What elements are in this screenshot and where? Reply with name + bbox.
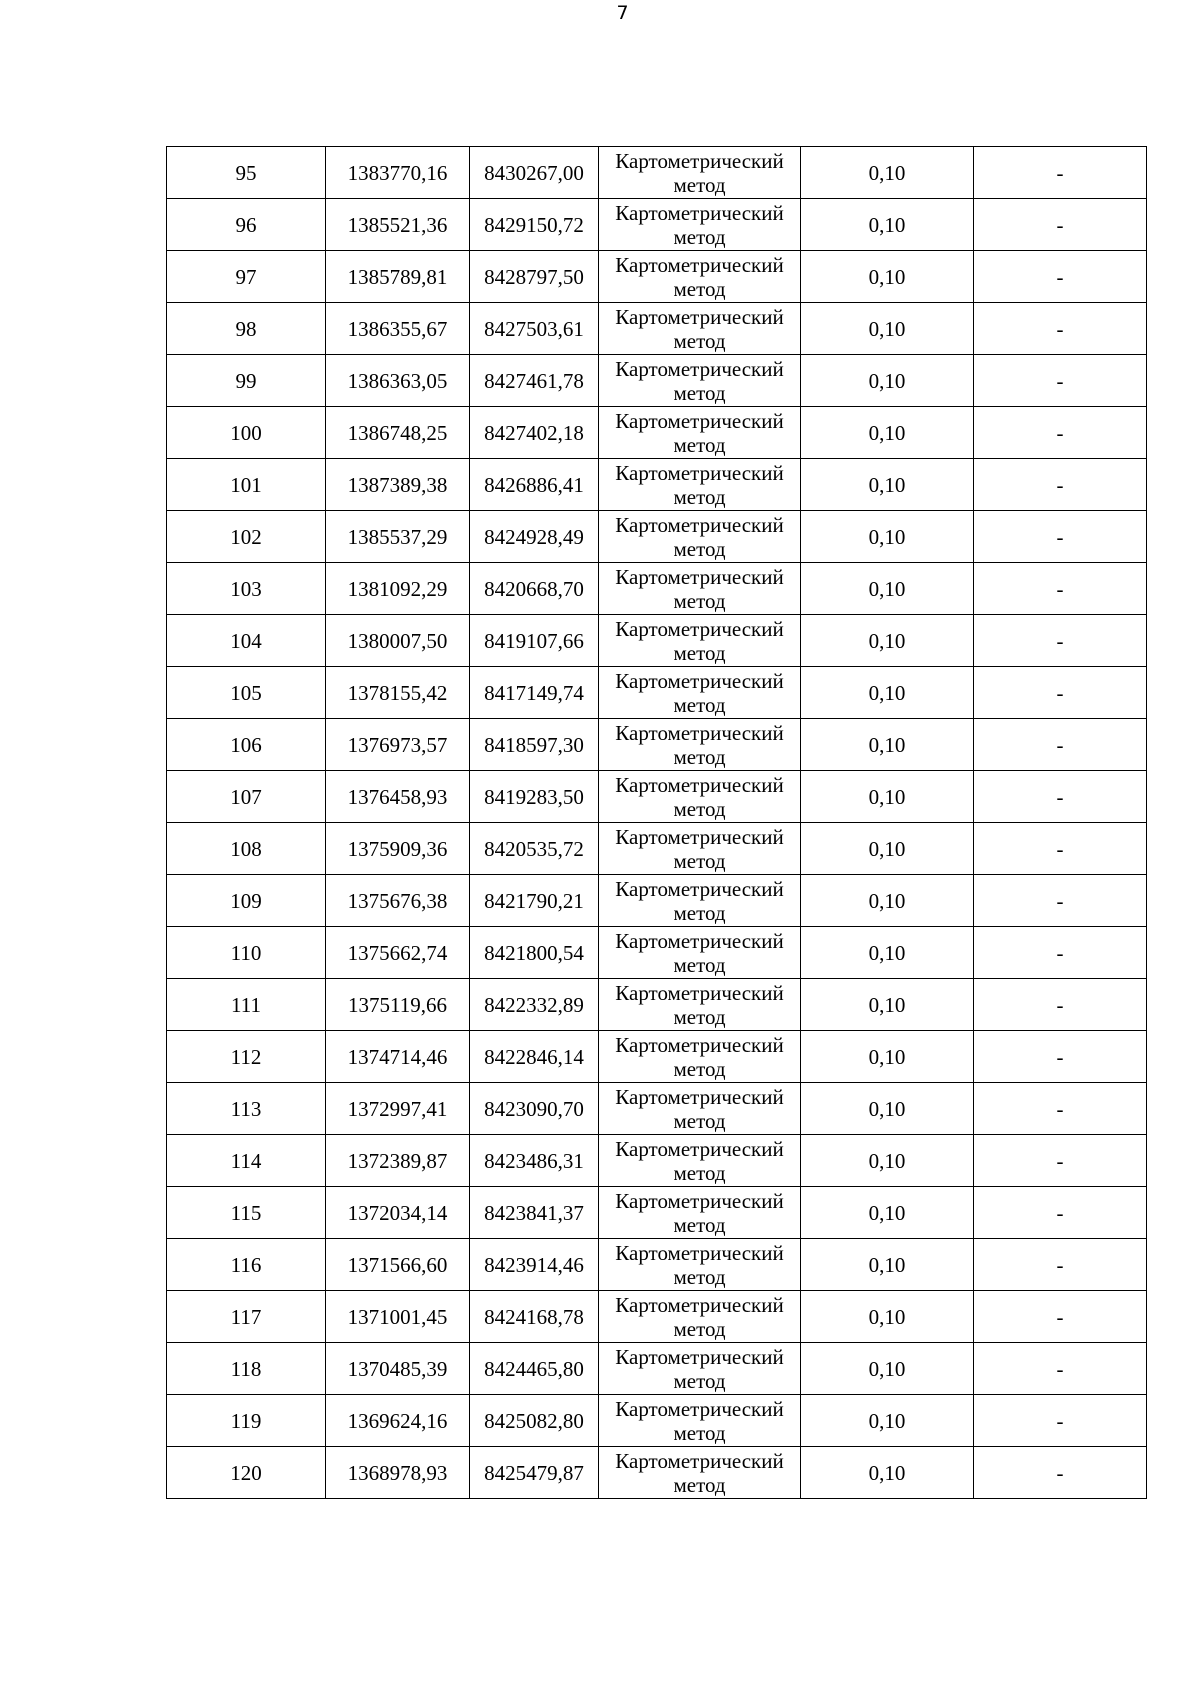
- method-cell: Картометрический метод: [599, 1135, 801, 1187]
- y-coordinate-cell: 8417149,74: [470, 667, 599, 719]
- method-cell: Картометрический метод: [599, 823, 801, 875]
- x-coordinate-cell: 1378155,42: [326, 667, 470, 719]
- x-coordinate-cell: 1386748,25: [326, 407, 470, 459]
- table-row: [167, 771, 1147, 823]
- description-cell: -: [974, 511, 1147, 563]
- method-cell: Картометрический метод: [599, 927, 801, 979]
- y-coordinate-cell: 8419283,50: [470, 771, 599, 823]
- point-number-cell: 113: [167, 1083, 326, 1135]
- description-cell: -: [974, 303, 1147, 355]
- x-coordinate-cell: 1371566,60: [326, 1239, 470, 1291]
- y-coordinate-cell: 8420535,72: [470, 823, 599, 875]
- page-number: 7: [616, 2, 629, 24]
- method-cell: Картометрический метод: [599, 303, 801, 355]
- description-cell: -: [974, 199, 1147, 251]
- error-cell: 0,10: [801, 1291, 974, 1343]
- x-coordinate-cell: 1376973,57: [326, 719, 470, 771]
- error-cell: 0,10: [801, 199, 974, 251]
- y-coordinate-cell: 8425479,87: [470, 1447, 599, 1499]
- description-cell: -: [974, 563, 1147, 615]
- table-row: [167, 459, 1147, 511]
- description-cell: -: [974, 927, 1147, 979]
- method-cell: Картометрический метод: [599, 1291, 801, 1343]
- table-row: [167, 355, 1147, 407]
- table-row: [167, 927, 1147, 979]
- error-cell: 0,10: [801, 1135, 974, 1187]
- y-coordinate-cell: 8426886,41: [470, 459, 599, 511]
- point-number-cell: 116: [167, 1239, 326, 1291]
- coordinates-table: [166, 146, 1147, 1499]
- x-coordinate-cell: 1385537,29: [326, 511, 470, 563]
- point-number-cell: 110: [167, 927, 326, 979]
- x-coordinate-cell: 1370485,39: [326, 1343, 470, 1395]
- table-row: [167, 1447, 1147, 1499]
- table-row: [167, 667, 1147, 719]
- y-coordinate-cell: 8419107,66: [470, 615, 599, 667]
- method-cell: Картометрический метод: [599, 1239, 801, 1291]
- x-coordinate-cell: 1386363,05: [326, 355, 470, 407]
- y-coordinate-cell: 8430267,00: [470, 147, 599, 199]
- point-number-cell: 111: [167, 979, 326, 1031]
- x-coordinate-cell: 1372034,14: [326, 1187, 470, 1239]
- table-row: [167, 303, 1147, 355]
- y-coordinate-cell: 8421790,21: [470, 875, 599, 927]
- x-coordinate-cell: 1372997,41: [326, 1083, 470, 1135]
- description-cell: -: [974, 1083, 1147, 1135]
- error-cell: 0,10: [801, 1031, 974, 1083]
- description-cell: -: [974, 1343, 1147, 1395]
- error-cell: 0,10: [801, 147, 974, 199]
- x-coordinate-cell: 1375662,74: [326, 927, 470, 979]
- error-cell: 0,10: [801, 1343, 974, 1395]
- error-cell: 0,10: [801, 459, 974, 511]
- description-cell: -: [974, 771, 1147, 823]
- description-cell: -: [974, 1395, 1147, 1447]
- error-cell: 0,10: [801, 875, 974, 927]
- point-number-cell: 106: [167, 719, 326, 771]
- description-cell: -: [974, 1187, 1147, 1239]
- point-number-cell: 96: [167, 199, 326, 251]
- x-coordinate-cell: 1372389,87: [326, 1135, 470, 1187]
- x-coordinate-cell: 1376458,93: [326, 771, 470, 823]
- table-row: [167, 1343, 1147, 1395]
- coordinates-table-body: [167, 147, 1147, 1499]
- error-cell: 0,10: [801, 823, 974, 875]
- point-number-cell: 101: [167, 459, 326, 511]
- table-row: [167, 407, 1147, 459]
- y-coordinate-cell: 8427503,61: [470, 303, 599, 355]
- table-row: [167, 1187, 1147, 1239]
- x-coordinate-cell: 1383770,16: [326, 147, 470, 199]
- error-cell: 0,10: [801, 1187, 974, 1239]
- y-coordinate-cell: 8423841,37: [470, 1187, 599, 1239]
- description-cell: -: [974, 823, 1147, 875]
- x-coordinate-cell: 1375676,38: [326, 875, 470, 927]
- method-cell: Картометрический метод: [599, 667, 801, 719]
- y-coordinate-cell: 8422332,89: [470, 979, 599, 1031]
- point-number-cell: 97: [167, 251, 326, 303]
- error-cell: 0,10: [801, 667, 974, 719]
- y-coordinate-cell: 8425082,80: [470, 1395, 599, 1447]
- method-cell: Картометрический метод: [599, 407, 801, 459]
- table-row: [167, 563, 1147, 615]
- error-cell: 0,10: [801, 563, 974, 615]
- point-number-cell: 117: [167, 1291, 326, 1343]
- description-cell: -: [974, 979, 1147, 1031]
- error-cell: 0,10: [801, 511, 974, 563]
- x-coordinate-cell: 1374714,46: [326, 1031, 470, 1083]
- table-row: [167, 147, 1147, 199]
- method-cell: Картометрический метод: [599, 1447, 801, 1499]
- table-row: [167, 199, 1147, 251]
- description-cell: -: [974, 667, 1147, 719]
- description-cell: -: [974, 615, 1147, 667]
- error-cell: 0,10: [801, 1447, 974, 1499]
- table-row: [167, 1395, 1147, 1447]
- y-coordinate-cell: 8423914,46: [470, 1239, 599, 1291]
- table-row: [167, 1083, 1147, 1135]
- x-coordinate-cell: 1385789,81: [326, 251, 470, 303]
- point-number-cell: 102: [167, 511, 326, 563]
- description-cell: -: [974, 251, 1147, 303]
- error-cell: 0,10: [801, 615, 974, 667]
- description-cell: -: [974, 355, 1147, 407]
- method-cell: Картометрический метод: [599, 771, 801, 823]
- point-number-cell: 95: [167, 147, 326, 199]
- table-row: [167, 251, 1147, 303]
- method-cell: Картометрический метод: [599, 355, 801, 407]
- method-cell: Картометрический метод: [599, 199, 801, 251]
- method-cell: Картометрический метод: [599, 979, 801, 1031]
- table-row: [167, 1135, 1147, 1187]
- x-coordinate-cell: 1368978,93: [326, 1447, 470, 1499]
- description-cell: -: [974, 719, 1147, 771]
- description-cell: -: [974, 1447, 1147, 1499]
- x-coordinate-cell: 1369624,16: [326, 1395, 470, 1447]
- y-coordinate-cell: 8424168,78: [470, 1291, 599, 1343]
- x-coordinate-cell: 1375909,36: [326, 823, 470, 875]
- table-row: [167, 979, 1147, 1031]
- description-cell: -: [974, 1031, 1147, 1083]
- method-cell: Картометрический метод: [599, 147, 801, 199]
- point-number-cell: 119: [167, 1395, 326, 1447]
- method-cell: Картометрический метод: [599, 719, 801, 771]
- error-cell: 0,10: [801, 251, 974, 303]
- x-coordinate-cell: 1386355,67: [326, 303, 470, 355]
- method-cell: Картометрический метод: [599, 511, 801, 563]
- description-cell: -: [974, 1135, 1147, 1187]
- method-cell: Картометрический метод: [599, 251, 801, 303]
- point-number-cell: 120: [167, 1447, 326, 1499]
- description-cell: -: [974, 147, 1147, 199]
- y-coordinate-cell: 8427402,18: [470, 407, 599, 459]
- table-row: [167, 1031, 1147, 1083]
- y-coordinate-cell: 8420668,70: [470, 563, 599, 615]
- error-cell: 0,10: [801, 719, 974, 771]
- point-number-cell: 112: [167, 1031, 326, 1083]
- y-coordinate-cell: 8418597,30: [470, 719, 599, 771]
- method-cell: Картометрический метод: [599, 875, 801, 927]
- description-cell: -: [974, 1239, 1147, 1291]
- y-coordinate-cell: 8427461,78: [470, 355, 599, 407]
- error-cell: 0,10: [801, 927, 974, 979]
- method-cell: Картометрический метод: [599, 1395, 801, 1447]
- point-number-cell: 103: [167, 563, 326, 615]
- description-cell: -: [974, 407, 1147, 459]
- method-cell: Картометрический метод: [599, 615, 801, 667]
- error-cell: 0,10: [801, 1239, 974, 1291]
- point-number-cell: 109: [167, 875, 326, 927]
- method-cell: Картометрический метод: [599, 1187, 801, 1239]
- point-number-cell: 98: [167, 303, 326, 355]
- method-cell: Картометрический метод: [599, 1083, 801, 1135]
- y-coordinate-cell: 8421800,54: [470, 927, 599, 979]
- point-number-cell: 105: [167, 667, 326, 719]
- table-row: [167, 1239, 1147, 1291]
- table-row: [167, 511, 1147, 563]
- table-row: [167, 615, 1147, 667]
- point-number-cell: 107: [167, 771, 326, 823]
- y-coordinate-cell: 8424465,80: [470, 1343, 599, 1395]
- point-number-cell: 104: [167, 615, 326, 667]
- description-cell: -: [974, 1291, 1147, 1343]
- x-coordinate-cell: 1375119,66: [326, 979, 470, 1031]
- point-number-cell: 114: [167, 1135, 326, 1187]
- error-cell: 0,10: [801, 771, 974, 823]
- error-cell: 0,10: [801, 355, 974, 407]
- method-cell: Картометрический метод: [599, 1031, 801, 1083]
- error-cell: 0,10: [801, 979, 974, 1031]
- point-number-cell: 100: [167, 407, 326, 459]
- method-cell: Картометрический метод: [599, 563, 801, 615]
- y-coordinate-cell: 8422846,14: [470, 1031, 599, 1083]
- point-number-cell: 115: [167, 1187, 326, 1239]
- y-coordinate-cell: 8423486,31: [470, 1135, 599, 1187]
- x-coordinate-cell: 1385521,36: [326, 199, 470, 251]
- table-row: [167, 823, 1147, 875]
- description-cell: -: [974, 459, 1147, 511]
- y-coordinate-cell: 8424928,49: [470, 511, 599, 563]
- x-coordinate-cell: 1387389,38: [326, 459, 470, 511]
- error-cell: 0,10: [801, 1395, 974, 1447]
- point-number-cell: 99: [167, 355, 326, 407]
- error-cell: 0,10: [801, 407, 974, 459]
- point-number-cell: 118: [167, 1343, 326, 1395]
- y-coordinate-cell: 8423090,70: [470, 1083, 599, 1135]
- error-cell: 0,10: [801, 1083, 974, 1135]
- description-cell: -: [974, 875, 1147, 927]
- x-coordinate-cell: 1381092,29: [326, 563, 470, 615]
- table-row: [167, 875, 1147, 927]
- method-cell: Картометрический метод: [599, 1343, 801, 1395]
- y-coordinate-cell: 8428797,50: [470, 251, 599, 303]
- x-coordinate-cell: 1371001,45: [326, 1291, 470, 1343]
- error-cell: 0,10: [801, 303, 974, 355]
- method-cell: Картометрический метод: [599, 459, 801, 511]
- y-coordinate-cell: 8429150,72: [470, 199, 599, 251]
- x-coordinate-cell: 1380007,50: [326, 615, 470, 667]
- table-row: [167, 1291, 1147, 1343]
- table-row: [167, 719, 1147, 771]
- point-number-cell: 108: [167, 823, 326, 875]
